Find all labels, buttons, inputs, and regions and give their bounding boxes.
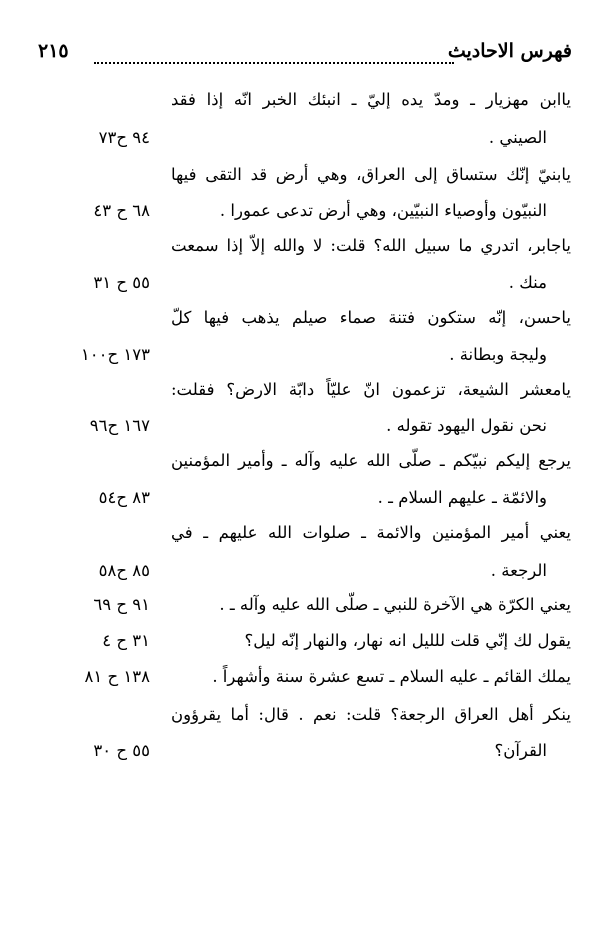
entry-text-line: وليجة وبطانة . (449, 345, 547, 364)
page-number: ٢١٥ (38, 40, 69, 62)
entry-text-line: منك . (508, 273, 547, 292)
entry-text-line: يعني أمير المؤمنين والائمة ـ صلوات الله عليهم ـ في (171, 523, 571, 542)
entry-reference: ٣١ ح ٤ (102, 631, 150, 650)
entry-text-line: الرجعة . (490, 561, 547, 580)
dotted-rule (94, 62, 454, 64)
entry-reference: ٨٣ ح٥٤ (98, 488, 150, 507)
entry-text-line: يرجع إليكم نبيّكم ـ صلّى الله عليه وآله ـ وأمير المؤمنين (171, 451, 571, 470)
entry-reference: ٥٥ ح ٣٠ (93, 741, 150, 760)
entry-text-line: ياجابر، اتدري ما سبيل الله؟ قلت: لا والله إلاّ إذا سمعت (171, 236, 571, 255)
entry-reference: ١٧٣ ح١٠٠ (80, 345, 150, 364)
entry-text-line: ياابن مهزيار ـ ومدّ يده إليّ ـ انبئك الخبر انّه إذا فقد (171, 90, 571, 109)
entry-reference: ٥٥ ح ٣١ (93, 273, 150, 292)
entry-text-line: يعني الكرّة هي الآخرة للنبي ـ صلّى الله عليه وآله ـ . (219, 595, 571, 614)
entry-text-line: الصيني . (488, 128, 547, 147)
entry-reference: ١٦٧ ح٩٦ (89, 416, 150, 435)
entry-text-line: يامعشر الشيعة، تزعمون انّ عليّاً دابّة الارض؟ فقلت: (171, 380, 571, 399)
entry-text-line: يابنيّ إنّك ستساق إلى العراق، وهي أرض قد التقى فيها (171, 165, 571, 184)
entry-text-line: النبيّون وأوصياء النبيّين، وهي أرض تدعى عمورا . (219, 201, 547, 220)
entry-reference: ٩٤ ح٧٣ (98, 128, 150, 147)
entry-reference: ١٣٨ ح ٨١ (84, 667, 150, 686)
entry-text-line: يقول لك إنّي قلت للليل انه نهار، والنهار إنّه ليل؟ (244, 631, 571, 650)
entry-reference: ٦٨ ح ٤٣ (93, 201, 150, 220)
entry-reference: ٨٥ ح٥٨ (98, 561, 150, 580)
entry-text-line: يملك القائم ـ عليه السلام ـ تسع عشرة سنة وأشهراً . (212, 667, 571, 686)
page-header (38, 36, 572, 68)
entry-reference: ٩١ ح ٦٩ (93, 595, 150, 614)
entry-text-line: ينكر أهل العراق الرجعة؟ قلت: نعم . قال: أما يقرؤون (171, 705, 571, 724)
entry-text-line: والائمّة ـ عليهم السلام ـ . (377, 488, 547, 507)
running-title: فهرس الاحاديث (447, 40, 572, 62)
entry-text-line: ياحسن، إنّه ستكون فتنة صماء صيلم يذهب فيها كلّ (171, 308, 571, 327)
entry-text-line: نحن نقول اليهود تقوله . (386, 416, 547, 435)
entry-text-line: القرآن؟ (494, 741, 547, 760)
